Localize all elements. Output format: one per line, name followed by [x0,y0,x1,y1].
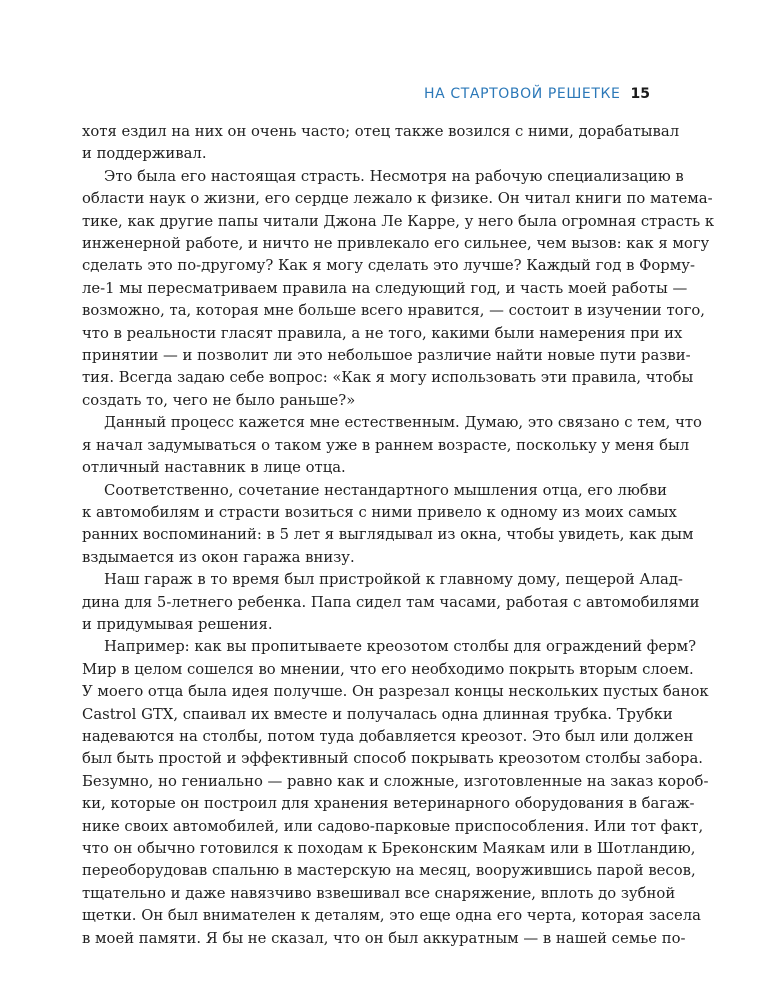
text-line: тия. Всегда задаю себе вопрос: «Как я могу использовать эти правила, чтобы [82,369,694,387]
text-line: дина для 5-летнего ребенка. Папа сидел там часами, работая с автомобилями [82,593,700,611]
body-text [82,121,715,950]
text-line: я начал задумываться о таком уже в раннем возрасте, поскольку у меня был [82,436,690,454]
text-line: нике своих автомобилей, или садово-парковые приспособления. Или тот факт, [82,817,704,835]
text-line: принятии — и позволит ли это небольшое различие найти новые пути разви- [82,347,691,365]
text-line: был быть простой и эффективный способ покрывать креозотом столбы забора. [82,750,703,768]
text-line: ки, которые он построил для хранения ветеринарного оборудования в багаж- [82,795,695,813]
text-line: возможно, та, которая мне больше всего нравится, — состоит в изучении того, [82,302,705,320]
text-line: тщательно и даже навязчиво взвешивал все снаряжение, вплоть до зубной [82,884,676,902]
text-line: Мир в целом сошелся во мнении, что его необходимо покрыть вторым слоем. [82,660,694,678]
text-line: сделать это по-другому? Как я могу сделать это лучше? Каждый год в Форму- [82,257,695,275]
paragraph [82,412,702,479]
paragraph [82,636,709,950]
text-line: Соответственно, сочетание нестандартного мышления отца, его любви [104,481,667,499]
text-line: ранних воспоминаний: в 5 лет я выглядывал из окна, чтобы увидеть, как дым [82,526,694,544]
text-line: и поддерживал. [82,145,207,163]
page-number: 15 [630,86,650,102]
text-line: Безумно, но гениально — равно как и сложные, изготовленные на заказ короб- [82,772,709,790]
text-line: что он обычно готовился к походам к Брeконским Маякам или в Шотландию, [82,840,696,857]
paragraph [82,166,715,412]
text-line: инженерной работе, и ничто не привлекало его сильнее, чем вызов: как я могу [82,235,710,253]
paragraph [82,569,700,636]
running-header [424,86,650,102]
text-line: щетки. Он был внимателен к деталям, это еще одна его черта, которая засела [82,907,701,925]
chapter-title: НА СТАРТОВОЙ РЕШЕТКЕ [424,86,621,102]
text-line: У моего отца была идея получше. Он разрезал концы нескольких пустых банок [82,683,709,701]
paragraph [82,121,680,166]
text-line: создать то, чего не было раньше?» [82,391,356,409]
text-line: области наук о жизни, его сердце лежало к физике. Он читал книги по матема- [82,190,713,208]
text-line: и придумывая решения. [82,615,273,633]
text-line: хотя ездил на них он очень часто; отец также возился с ними, дорабатывал [82,123,680,140]
text-line: надеваются на столбы, потом туда добавляется креозот. Это был или должен [82,727,694,745]
text-line: в моей памяти. Я бы не сказал, что он был аккуратным — в нашей семье по- [82,929,686,947]
text-line: переоборудовав спальню в мастерскую на месяц, вооружившись парой весов, [82,862,696,880]
text-line: к автомобилям и страсти возиться с ними привело к одному из моих самых [82,503,677,521]
text-line: Например: как вы пропитываете креозотом столбы для ограждений ферм? [104,638,697,656]
text-line: Наш гараж в то время был пристройкой к главному дому, пещерой Алад- [104,571,683,589]
text-line: Данный процесс кажется мне естественным. Думаю, это связано с тем, что [104,414,702,432]
text-line: ле-1 мы пересматриваем правила на следующий год, и часть моей работы — [82,279,688,297]
text-line: тике, как другие папы читали Джона Ле Карре, у него была огромная страсть к [82,212,715,230]
text-line: отличный наставник в лице отца. [82,459,346,477]
text-line: Castrol GTX, спаивал их вместе и получалась одна длинная трубка. Трубки [82,705,673,723]
text-line: что в реальности гласят правила, а не того, какими были намерения при их [82,324,683,342]
text-line: вздымается из окон гаража внизу. [82,548,355,566]
text-line: Это была его настоящая страсть. Несмотря на рабочую специализацию в [104,167,684,185]
paragraph [82,480,694,570]
